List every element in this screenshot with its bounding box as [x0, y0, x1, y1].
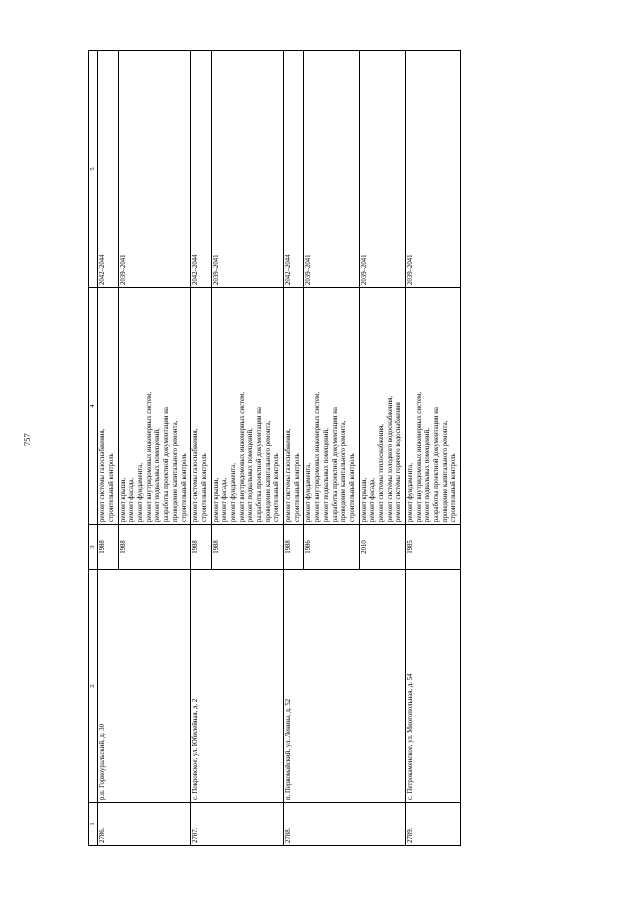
capital-repair-table: [88, 50, 461, 846]
row-number: 2786.: [98, 803, 191, 846]
row-year: 1988: [98, 525, 118, 570]
header-col-4: 4: [89, 288, 98, 525]
row-period: 2042–2044: [98, 51, 118, 288]
header-col-5: 5: [89, 51, 98, 288]
row-period: 2039–2041: [211, 51, 284, 288]
row-work: ремонт фундамента, ремонт внутридомовых инженерных систем, ремонт подвальных помещений, разработка проектной документации на проведение капитального ремонта, строительный контроль: [304, 288, 359, 525]
rotated-table-container: [88, 76, 588, 846]
row-work: ремонт фундамента, ремонт внутридомовых инженерных систем, ремонт подвальных помещений, разработка проектной документации на проведение капитального ремонта, строительный контроль: [406, 288, 461, 525]
table-row: [284, 51, 304, 846]
row-period: 2039–2041: [359, 51, 405, 288]
row-number: 2788.: [284, 803, 406, 846]
row-year: 2010: [359, 525, 405, 570]
row-year: 1988: [211, 525, 284, 570]
row-number: 2789.: [406, 803, 461, 846]
row-work: ремонт крыши, ремонт фасада, ремонт фундамента, ремонт внутридомовых инженерных систем, ремонт подвальных помещений, разработка проектной документации на проведение капитального ремонта, строительный контроль: [211, 288, 284, 525]
header-col-1: 1: [89, 803, 98, 846]
row-address: п. Первомайский, ул. Ленина, д. 52: [284, 570, 406, 803]
table-row: [191, 51, 211, 846]
table-row: [406, 51, 461, 846]
row-work: ремонт системы газоснабжения, строительный контроль: [284, 288, 304, 525]
row-year: 1985: [406, 525, 461, 570]
row-work: ремонт системы газоснабжения, строительный контроль: [98, 288, 118, 525]
row-year: 1988: [191, 525, 211, 570]
row-number: 2787.: [191, 803, 284, 846]
row-period: 2039–2041: [304, 51, 359, 288]
row-work: ремонт системы газоснабжения, строительный контроль: [191, 288, 211, 525]
row-address: с. Петрокаменское, ул. Многопольная, д. 54: [406, 570, 461, 803]
header-row: [89, 51, 98, 846]
row-address: с. Покровское, ул. Юбилейная, д. 2: [191, 570, 284, 803]
row-period: 2042–2044: [284, 51, 304, 288]
row-work: ремонт крыши, ремонт фасада, ремонт системы теплоснабжения, ремонт системы холодного водоснабжения, ремонт системы горячего водоснабжения: [359, 288, 405, 525]
row-work: ремонт крыши, ремонт фасада, ремонт фундамента, ремонт внутридомовых инженерных систем, ремонт подвальных помещений, разработка проектной документации на проведение капитального ремонта, строительный контроль: [118, 288, 191, 525]
row-period: 2039–2041: [118, 51, 191, 288]
header-col-3: 3: [89, 525, 98, 570]
row-year: 1988: [118, 525, 191, 570]
row-period: 2039–2041: [406, 51, 461, 288]
row-year: 1986: [304, 525, 359, 570]
page-number: 757: [22, 433, 32, 446]
header-col-2: 2: [89, 570, 98, 803]
table-row: [98, 51, 118, 846]
row-year: 1988: [284, 525, 304, 570]
row-period: 2042–2044: [191, 51, 211, 288]
row-address: р.п. Горноуральский, д. 30: [98, 570, 191, 803]
